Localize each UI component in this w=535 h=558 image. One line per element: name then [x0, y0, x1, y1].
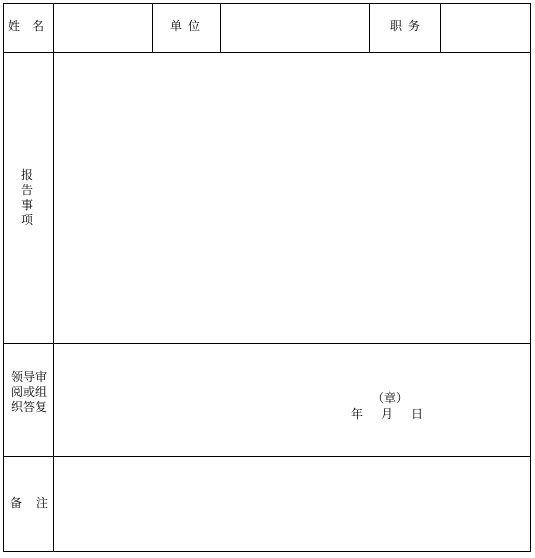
- year-label: 年: [351, 407, 364, 421]
- seal-mark: （章）: [372, 391, 409, 405]
- date-line: [351, 407, 423, 422]
- day-label: 日: [411, 407, 424, 421]
- report-content-field[interactable]: [54, 53, 529, 342]
- remark-label: 备注: [10, 496, 63, 510]
- month-label: 月: [381, 407, 394, 421]
- name-field[interactable]: [54, 4, 151, 51]
- post-label: 职务: [390, 19, 427, 33]
- header-divider-name-value: [152, 4, 153, 52]
- report-items-label: 报告事项: [20, 168, 33, 227]
- post-field[interactable]: [441, 4, 529, 51]
- remark-content-field[interactable]: [54, 457, 529, 550]
- review-content-field[interactable]: [54, 344, 529, 455]
- review-label: 领导审阅或组织答复: [10, 370, 47, 414]
- unit-label: 单位: [170, 19, 207, 33]
- unit-field[interactable]: [221, 4, 367, 51]
- name-label: 姓名: [8, 19, 57, 33]
- header-divider-unit-value: [369, 4, 370, 52]
